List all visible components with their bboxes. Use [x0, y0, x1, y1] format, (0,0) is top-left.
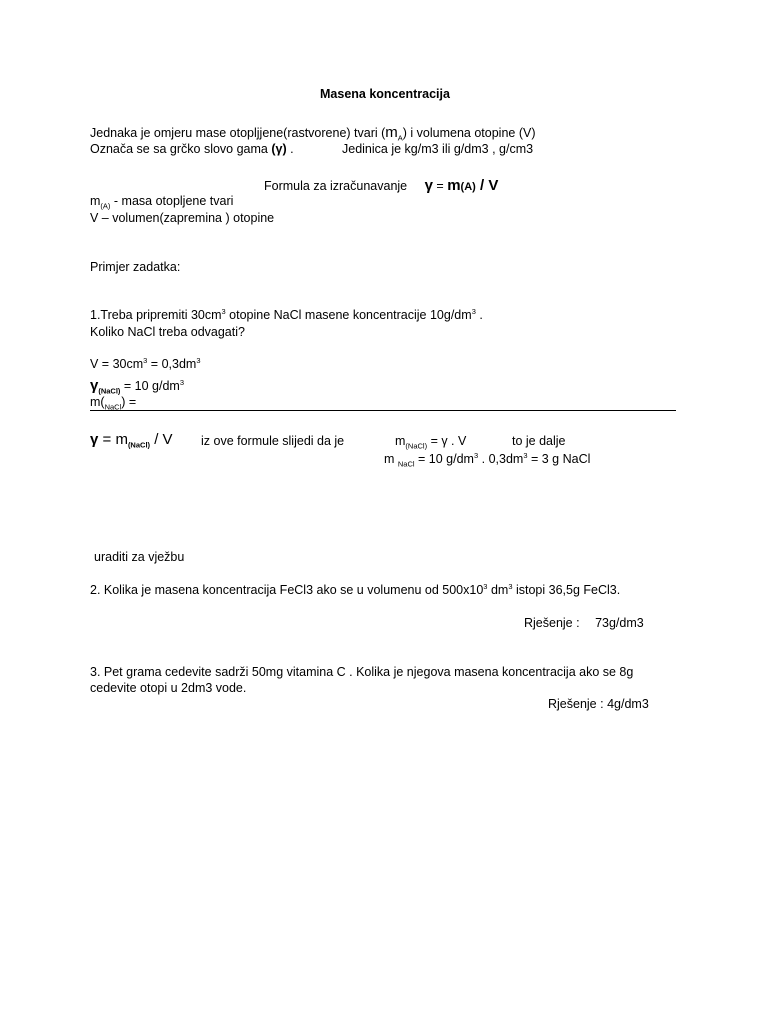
calc-sup-1: 3 — [473, 450, 479, 460]
formula-gamma: γ — [424, 177, 433, 194]
task2-text-c: istopi 36,5g FeCl3. — [512, 583, 621, 597]
intro-line-1 — [90, 124, 536, 142]
calc-b: = 10 g/dm — [414, 452, 474, 466]
formula-label: Formula za izračunavanje — [264, 179, 408, 193]
task1-sup-1: 3 — [221, 306, 226, 316]
given-v-b: = 0,3dm — [147, 357, 197, 371]
example-heading: Primjer zadatka: — [90, 260, 181, 274]
intro-line-1-text: Jednaka je omjeru mase otopljjene(rastvorene) tvari ( — [90, 126, 386, 140]
task3-answer-value: 4g/dm3 — [607, 697, 649, 711]
given-gamma-symbol: γ — [90, 377, 99, 394]
intro-line-1-rest: ) i volumena otopine (V) — [402, 126, 536, 140]
formula-rest: / V — [475, 177, 499, 194]
calc-d: = 3 g NaCl — [527, 452, 591, 466]
formula-equals: = — [432, 179, 448, 193]
def-m-text: - masa otopljene tvari — [110, 194, 234, 208]
given-gamma-subscript: (NaCl) — [98, 386, 121, 396]
given-v-sup-1: 3 — [143, 355, 148, 365]
formula-line — [264, 177, 498, 195]
given-gamma — [90, 377, 184, 395]
task2-answer-value: 73g/dm3 — [595, 616, 644, 630]
solution-rest: / V — [150, 431, 173, 448]
task1-text-b: otopine NaCl masene koncentracije 10g/dm — [225, 308, 472, 322]
formula-m: m — [447, 177, 461, 194]
task1-text-a: 1.Treba pripremiti 30cm — [90, 308, 222, 322]
practice-heading: uraditi za vježbu — [94, 550, 185, 564]
page-title: Masena koncentracija — [320, 87, 450, 101]
task2-answer-label: Rješenje : — [524, 616, 580, 630]
mass-subscript: A — [397, 133, 403, 143]
calc-sub: NaCl — [397, 459, 415, 469]
task1-sup-2: 3 — [471, 306, 476, 316]
task2-text — [90, 583, 620, 598]
task2-text-b: dm — [487, 583, 509, 597]
task1-line-2: Koliko NaCl treba odvagati? — [90, 325, 245, 339]
given-v-a: V = 30cm — [90, 357, 144, 371]
task2-answer — [524, 616, 644, 631]
intro-line-2-text: Označa se sa grčko slovo gama — [90, 142, 272, 156]
solution-m-a: m — [395, 434, 406, 448]
task2-sup-1: 3 — [483, 581, 488, 591]
def-m-subscript: (A) — [100, 201, 111, 211]
solution-text: iz ove formule slijedi da je — [201, 434, 345, 448]
intro-line-2 — [90, 142, 294, 157]
task3-answer — [548, 697, 649, 712]
task3-line-1: 3. Pet grama cedevite sadrži 50mg vitamina C . Kolika je njegova masena koncentracija ako se 8g — [90, 665, 634, 679]
solution-m-subscript: (NaCl) — [127, 440, 151, 450]
given-mass — [90, 395, 136, 410]
task2-sup-2: 3 — [508, 581, 513, 591]
separator-line — [90, 410, 676, 411]
solution-gamma: γ — [90, 431, 99, 448]
calc-c: . 0,3dm — [478, 452, 524, 466]
unit-description: Jedinica je kg/m3 ili g/dm3 , g/cm3 — [342, 142, 534, 156]
formula-m-subscript: (A) — [460, 181, 476, 193]
solution-calculation — [384, 452, 590, 467]
solution-m-sub: (NaCl) — [405, 441, 428, 451]
def-m-symbol: m — [90, 194, 101, 208]
calc-sup-2: 3 — [523, 450, 528, 460]
task3-answer-label: Rješenje : — [548, 697, 604, 711]
given-v-sup-2: 3 — [196, 355, 201, 365]
given-m-value: ) = — [121, 395, 137, 409]
calc-a: m — [384, 452, 398, 466]
given-gamma-sup: 3 — [179, 377, 185, 387]
task3-line-2: cedevite otopi u 2dm3 vode. — [90, 681, 247, 695]
given-volume — [90, 357, 201, 372]
given-m-symbol: m( — [90, 395, 105, 409]
task1-line-1 — [90, 308, 483, 323]
definition-volume: V – volumen(zapremina ) otopine — [90, 211, 275, 225]
task1-text-c: . — [475, 308, 483, 322]
task2-text-a: 2. Kolika je masena koncentracija FeCl3 ako se u volumenu od 500x10 — [90, 583, 484, 597]
definition-mass — [90, 194, 233, 209]
solution-mass-expression — [395, 434, 466, 449]
solution-eq: = m — [98, 431, 128, 448]
mass-symbol: m — [385, 124, 398, 141]
given-m-subscript: NaCl — [104, 402, 122, 412]
solution-m-b: = γ . V — [427, 434, 467, 448]
solution-formula — [90, 431, 173, 449]
solution-next: to je dalje — [512, 434, 566, 448]
intro-line-2-dot: . — [286, 142, 294, 156]
given-gamma-value: = 10 g/dm — [120, 379, 180, 393]
gamma-symbol: (γ) — [271, 142, 287, 156]
